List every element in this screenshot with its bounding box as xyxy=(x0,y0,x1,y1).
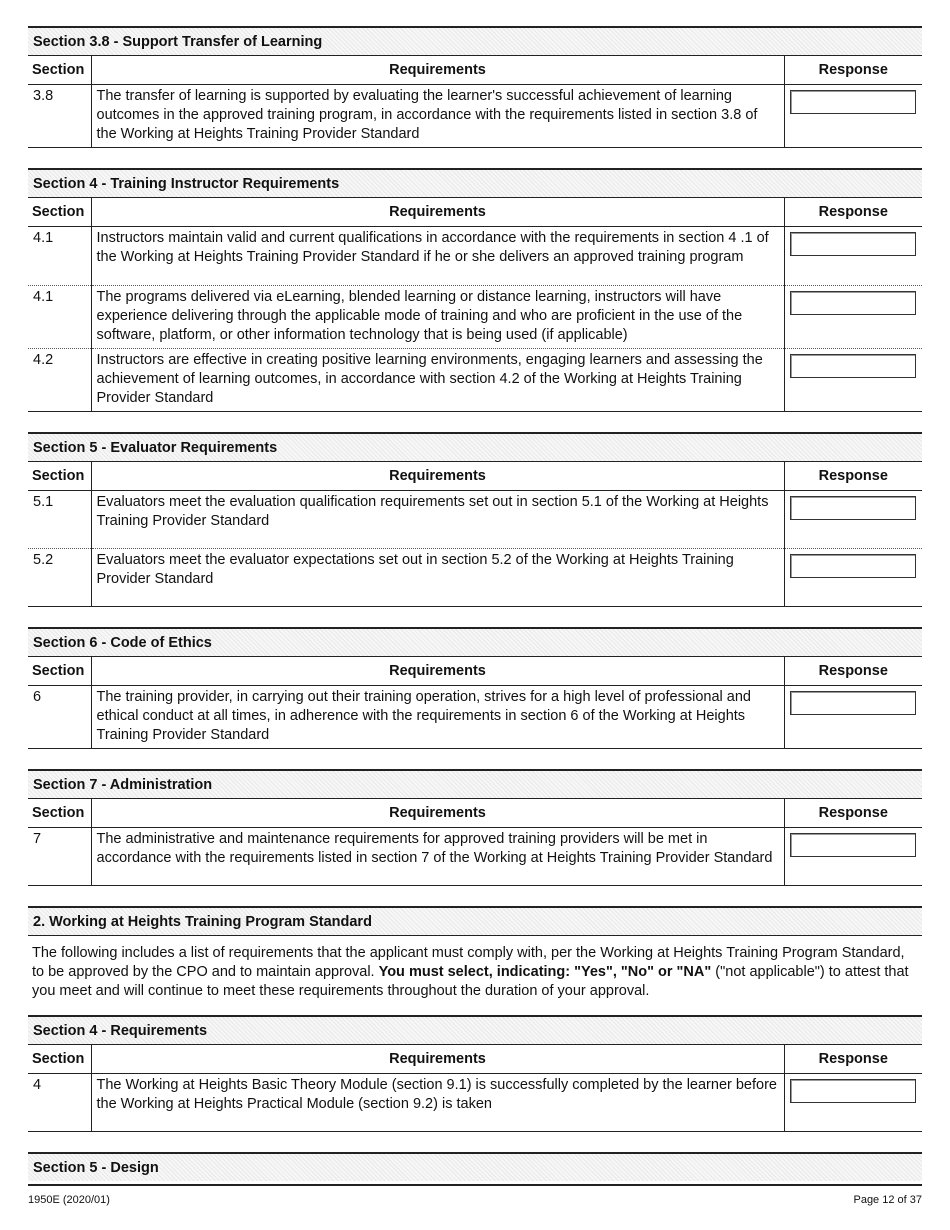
intro-text-b: ("not applicable") to attest that you meet and will continue to meet these requirements throughout the duration of your approval. xyxy=(32,964,909,999)
section-6-title: Section 6 - Code of Ethics xyxy=(28,627,922,656)
col-header-requirements: Requirements xyxy=(91,799,784,828)
table-row xyxy=(28,286,922,349)
row-section-number: 4 xyxy=(28,1074,91,1132)
row-section-number: 4.1 xyxy=(28,227,91,286)
section-6-block xyxy=(28,627,922,749)
row-requirement-text: The Working at Heights Basic Theory Module (section 9.1) is successfully completed by the learner before the Working at Heights Practical Module (section 9.2) is taken xyxy=(91,1074,784,1132)
col-header-requirements: Requirements xyxy=(91,198,784,227)
col-header-response: Response xyxy=(784,198,922,227)
section-7-title: Section 7 - Administration xyxy=(28,769,922,798)
table-header-row xyxy=(28,462,922,491)
form-page xyxy=(28,26,922,1181)
section-4-title: Section 4 - Training Instructor Requirements xyxy=(28,168,922,197)
table-row xyxy=(28,1074,922,1132)
row-section-number: 6 xyxy=(28,686,91,749)
table-row xyxy=(28,227,922,286)
program-standard-block xyxy=(28,906,922,1015)
col-header-requirements: Requirements xyxy=(91,657,784,686)
row-requirement-text: Evaluators meet the evaluation qualification requirements set out in section 5.1 of the Working at Heights Training Provider Standard xyxy=(91,491,784,549)
table-header-row xyxy=(28,1045,922,1074)
response-field[interactable] xyxy=(790,554,916,578)
col-header-section: Section xyxy=(28,462,91,491)
program-section-4-table xyxy=(28,1044,922,1132)
response-field[interactable] xyxy=(790,90,916,114)
section-3-8-table xyxy=(28,55,922,148)
table-row xyxy=(28,686,922,749)
program-standard-title: 2. Working at Heights Training Program Standard xyxy=(28,906,922,936)
section-5-table xyxy=(28,461,922,607)
col-header-section: Section xyxy=(28,56,91,85)
row-section-number: 5.1 xyxy=(28,491,91,549)
col-header-response: Response xyxy=(784,799,922,828)
response-field[interactable] xyxy=(790,833,916,857)
section-7-table xyxy=(28,798,922,886)
response-field[interactable] xyxy=(790,291,916,315)
table-header-row xyxy=(28,657,922,686)
table-header-row xyxy=(28,56,922,85)
section-3-8-block xyxy=(28,26,922,148)
section-4-table xyxy=(28,197,922,412)
section-6-table xyxy=(28,656,922,749)
col-header-section: Section xyxy=(28,1045,91,1074)
form-id: 1950E (2020/01) xyxy=(28,1194,110,1206)
response-field[interactable] xyxy=(790,354,916,378)
table-header-row xyxy=(28,799,922,828)
intro-text-bold: You must select, indicating: "Yes", "No" or "NA" xyxy=(378,964,712,980)
col-header-response: Response xyxy=(784,657,922,686)
table-row xyxy=(28,828,922,886)
table-row xyxy=(28,85,922,148)
intro-text-a: The following includes a list of requirements that the applicant must comply with, per the Working at Heights Training Program Standard, to be approved by the CPO and to maintain approval. xyxy=(32,945,905,980)
table-row xyxy=(28,349,922,412)
table-row xyxy=(28,549,922,607)
row-section-number: 3.8 xyxy=(28,85,91,148)
program-section-5-title: Section 5 - Design xyxy=(28,1152,922,1181)
response-field[interactable] xyxy=(790,1079,916,1103)
row-requirement-text: The administrative and maintenance requirements for approved training providers will be met in accordance with the requirements listed in section 7 of the Working at Heights Training Provider Standard xyxy=(91,828,784,886)
section-5-block xyxy=(28,432,922,607)
col-header-requirements: Requirements xyxy=(91,462,784,491)
table-header-row xyxy=(28,198,922,227)
col-header-requirements: Requirements xyxy=(91,1045,784,1074)
row-section-number: 4.1 xyxy=(28,286,91,349)
col-header-section: Section xyxy=(28,198,91,227)
response-field[interactable] xyxy=(790,691,916,715)
col-header-response: Response xyxy=(784,1045,922,1074)
col-header-response: Response xyxy=(784,56,922,85)
page-footer xyxy=(28,1184,922,1206)
col-header-response: Response xyxy=(784,462,922,491)
row-requirement-text: The transfer of learning is supported by evaluating the learner's successful achievement of learning outcomes in the approved training program, in accordance with the requirements listed in section 3.8 of the Working at Heights Training Provider Standard xyxy=(91,85,784,148)
row-requirement-text: The training provider, in carrying out their training operation, strives for a high level of professional and ethical conduct at all times, in adherence with the requirements in section 6 of the Working at Heights Training Provider Standard xyxy=(91,686,784,749)
section-5-title: Section 5 - Evaluator Requirements xyxy=(28,432,922,461)
row-requirement-text: Instructors are effective in creating positive learning environments, engaging learners and assessing the achievement of learning outcomes, in accordance with section 4.2 of the Working at Heights Training Provider Standard xyxy=(91,349,784,412)
section-4-block xyxy=(28,168,922,412)
page-number: Page 12 of 37 xyxy=(853,1194,922,1206)
col-header-requirements: Requirements xyxy=(91,56,784,85)
row-section-number: 5.2 xyxy=(28,549,91,607)
row-requirement-text: The programs delivered via eLearning, blended learning or distance learning, instructors will have experience delivering through the applicable mode of training and who are proficient in the use of the software, platform, or other information technology that is being used (if applicable) xyxy=(91,286,784,349)
response-field[interactable] xyxy=(790,496,916,520)
response-field[interactable] xyxy=(790,232,916,256)
col-header-section: Section xyxy=(28,657,91,686)
row-section-number: 7 xyxy=(28,828,91,886)
row-requirement-text: Instructors maintain valid and current qualifications in accordance with the requirements in section 4 .1 of the Working at Heights Training Provider Standard if he or she delivers an approved training program xyxy=(91,227,784,286)
program-section-5-block xyxy=(28,1152,922,1181)
row-requirement-text: Evaluators meet the evaluator expectations set out in section 5.2 of the Working at Heights Training Provider Standard xyxy=(91,549,784,607)
row-section-number: 4.2 xyxy=(28,349,91,412)
table-row xyxy=(28,491,922,549)
col-header-section: Section xyxy=(28,799,91,828)
section-3-8-title: Section 3.8 - Support Transfer of Learning xyxy=(28,26,922,55)
program-standard-intro xyxy=(28,936,922,1015)
program-section-4-block xyxy=(28,1015,922,1132)
program-section-4-title: Section 4 - Requirements xyxy=(28,1015,922,1044)
section-7-block xyxy=(28,769,922,886)
